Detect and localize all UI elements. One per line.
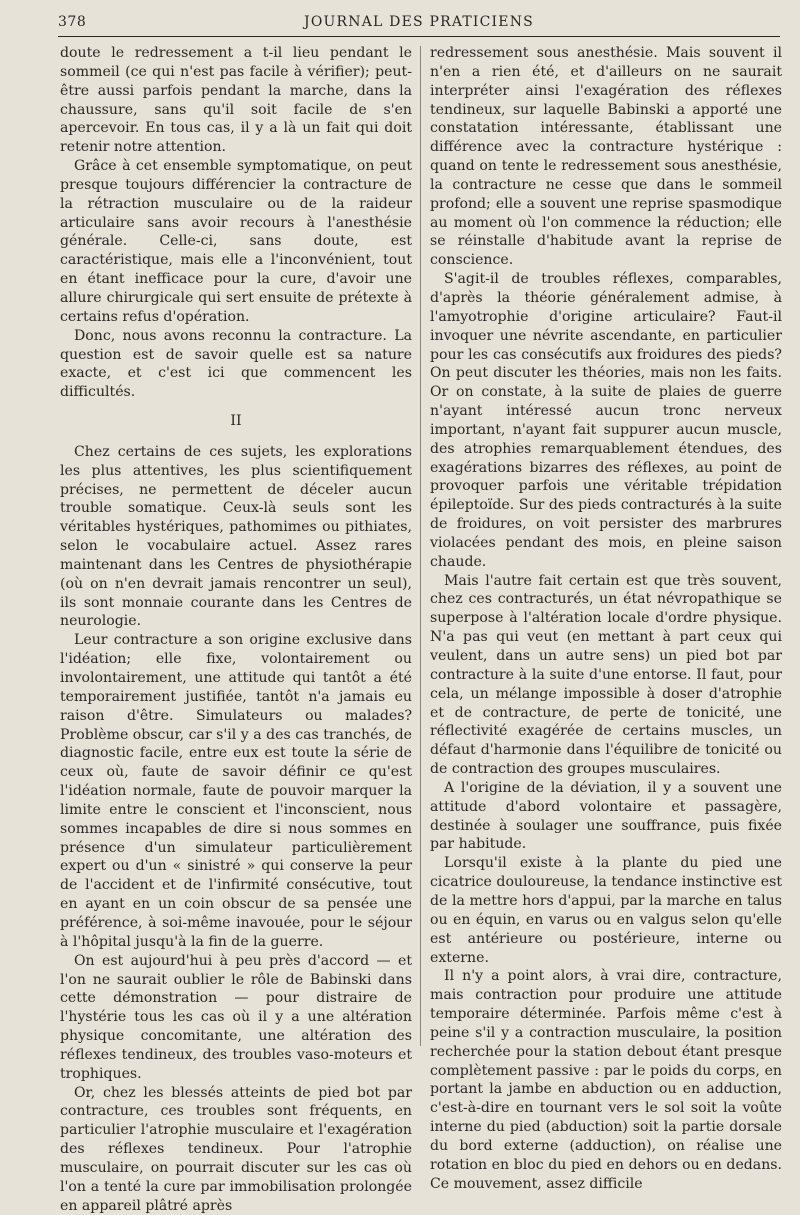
- paragraph: Donc, nous avons reconnu la contracture. La question est de savoir quelle est sa nature exacte, et c'est ici que commencent les difficultés.: [60, 327, 412, 401]
- paragraph: doute le redressement a t-il lieu pendant le sommeil (ce qui n'est pas facile à vérifier); peut-être aussi parfois pendant la marche, dans la chaussure, sans qu'il soit facile de s'en apercevoir. En tous cas, il y a là un fait qui doit retenir notre attention.: [60, 45, 412, 156]
- right-column: [430, 44, 782, 1193]
- paragraph: Or, chez les blessés atteints de pied bot par contracture, ces troubles sont fréquents, en particulier l'atrophie musculaire et l'exagération des réflexes tendineux. Pour l'atrophie musculaire, on pourrait discuter sur les cas où l'on a tenté la cure par immobilisation prolongée en appareil plâtré après: [60, 1084, 412, 1214]
- page-number: 378: [58, 14, 87, 30]
- left-column: [60, 44, 412, 1215]
- section-heading: II: [230, 413, 242, 430]
- page-header: [58, 12, 780, 38]
- paragraph: A l'origine de la déviation, il y a souvent une attitude d'abord volontaire et passagère, destinée à soulager une souffrance, puis fixée par habitude.: [430, 779, 782, 853]
- paragraph: On est aujourd'hui à peu près d'accord — et l'on ne saurait oublier le rôle de Babinski dans cette démonstration — pour distraire de l'hystérie tous les cas où il y a une altération physique concomitante, une altération des réflexes tendineux, des troubles vaso-moteurs et trophiques.: [60, 952, 412, 1082]
- column-divider: [420, 46, 421, 1046]
- paragraph: S'agit-il de troubles réflexes, comparables, d'après la théorie généralement admise, à l'amyotrophie d'origine articulaire? Faut-il invoquer une névrite ascendante, en particulier pour les cas consécutifs aux froidures des pieds? On peut discuter les théories, mais non les faits. Or on constate, à la suite de plaies de guerre n'ayant intéressé aucun tronc nerveux important, n'ayant fait suppurer aucun muscle, des atrophies remarquablement étendues, des exagérations bizarres des réflexes, au point de provoquer parfois une véritable trépidation épileptoïde. Sur des pieds contracturés à la suite de froidures, on voit persister des marbrures violacées pendant des mois, en pleine saison chaude.: [430, 271, 782, 570]
- paragraph: Lorsqu'il existe à la plante du pied une cicatrice douloureuse, la tendance instinctive est de la mettre hors d'appui, par la marche en talus ou en équin, en varus ou en valgus selon qu'elle est antérieure ou postérieure, interne ou externe.: [430, 855, 782, 966]
- paragraph: redressement sous anesthésie. Mais souvent il n'en a rien été, et d'ailleurs on ne saurait interpréter ainsi l'exagération des réflexes tendineux, sur laquelle Babinski a apporté une constatation intéressante, établissant une différence avec la contracture hystérique : quand on tente le redressement sous anesthésie, la contracture ne cesse que dans le sommeil profond; elle a souvent une reprise spasmodique au moment où l'on commence la réduction; elle se réinstalle d'habitude avant la reprise de conscience.: [430, 45, 782, 269]
- paragraph: Chez certains de ces sujets, les explorations les plus attentives, les plus scientifiquement précises, ne permettent de déceler aucun trouble somatique. Ceux-là seuls sont les véritables hystériques, pathomimes ou pithiates, selon le vocabulaire actuel. Assez rares maintenant dans les Centres de physiothérapie (où on n'en devrait jamais rencontrer un seul), ils sont monnaie courante dans les Centres de neurologie.: [60, 443, 412, 630]
- paragraph: Il n'y a point alors, à vrai dire, contracture, mais contraction pour produire une attitude temporaire déterminée. Parfois même c'est à peine s'il y a contraction musculaire, la position recherchée pour la station debout étant presque complètement passive : par le poids du corps, en portant la jambe en abduction ou en adduction, c'est-à-dire en tournant vers le sol soit la voûte interne du pied (abduction) soit la partie dorsale du bord externe (adduction), on réalise une rotation en bloc du pied en dehors ou en dedans. Ce mouvement, assez difficile: [430, 968, 782, 1192]
- header-rule: [58, 36, 780, 37]
- paragraph: Leur contracture a son origine exclusive dans l'idéation; elle fixe, volontairement ou involontairement, une attitude qui tantôt a été temporairement justifiée, tantôt n'a jamais eu raison d'être. Simulateurs ou malades? Problème obscur, car s'il y a des cas tranchés, de diagnostic facile, entre eux est toute la série de ceux où, faute de savoir définir ce qu'est l'idéation normale, faute de pouvoir marquer la limite entre le conscient et l'inconscient, nous sommes incapables de dire si nous sommes en présence d'un simulateur particulièrement expert ou d'un « sinistré » qui conserve la peur de l'accident et de l'infirmité consécutive, tout en ayant en un coin obscur de sa pensée une préférence, à soi-même inavouée, pour le séjour à l'hôpital jusqu'à la fin de la guerre.: [60, 632, 412, 950]
- paragraph: Mais l'autre fait certain est que très souvent, chez ces contracturés, un état névropathique se superpose à l'altération locale d'ordre physique. N'a pas qui veut (en mettant à part ceux qui veulent, dans un autre sens) un pied bot par contracture à la suite d'une entorse. Il faut, pour cela, un mélange impossible à doser d'atrophie et de contracture, de perte de tonicité, une réflectivité exagérée de certains muscles, un défaut d'harmonie dans l'équilibre de tonicité ou de contraction des groupes musculaires.: [430, 572, 782, 778]
- running-title: JOURNAL DES PRATICIENS: [304, 14, 534, 30]
- paragraph: Grâce à cet ensemble symptomatique, on peut presque toujours différencier la contracture de la rétraction musculaire ou de la raideur articulaire sans avoir recours à l'anesthésie générale. Celle-ci, sans doute, est caractéristique, mais elle a l'inconvénient, tout en étant inefficace pour la cure, d'avoir une allure chirurgicale qui sert ensuite de prétexte à certains refus d'opération.: [60, 158, 412, 325]
